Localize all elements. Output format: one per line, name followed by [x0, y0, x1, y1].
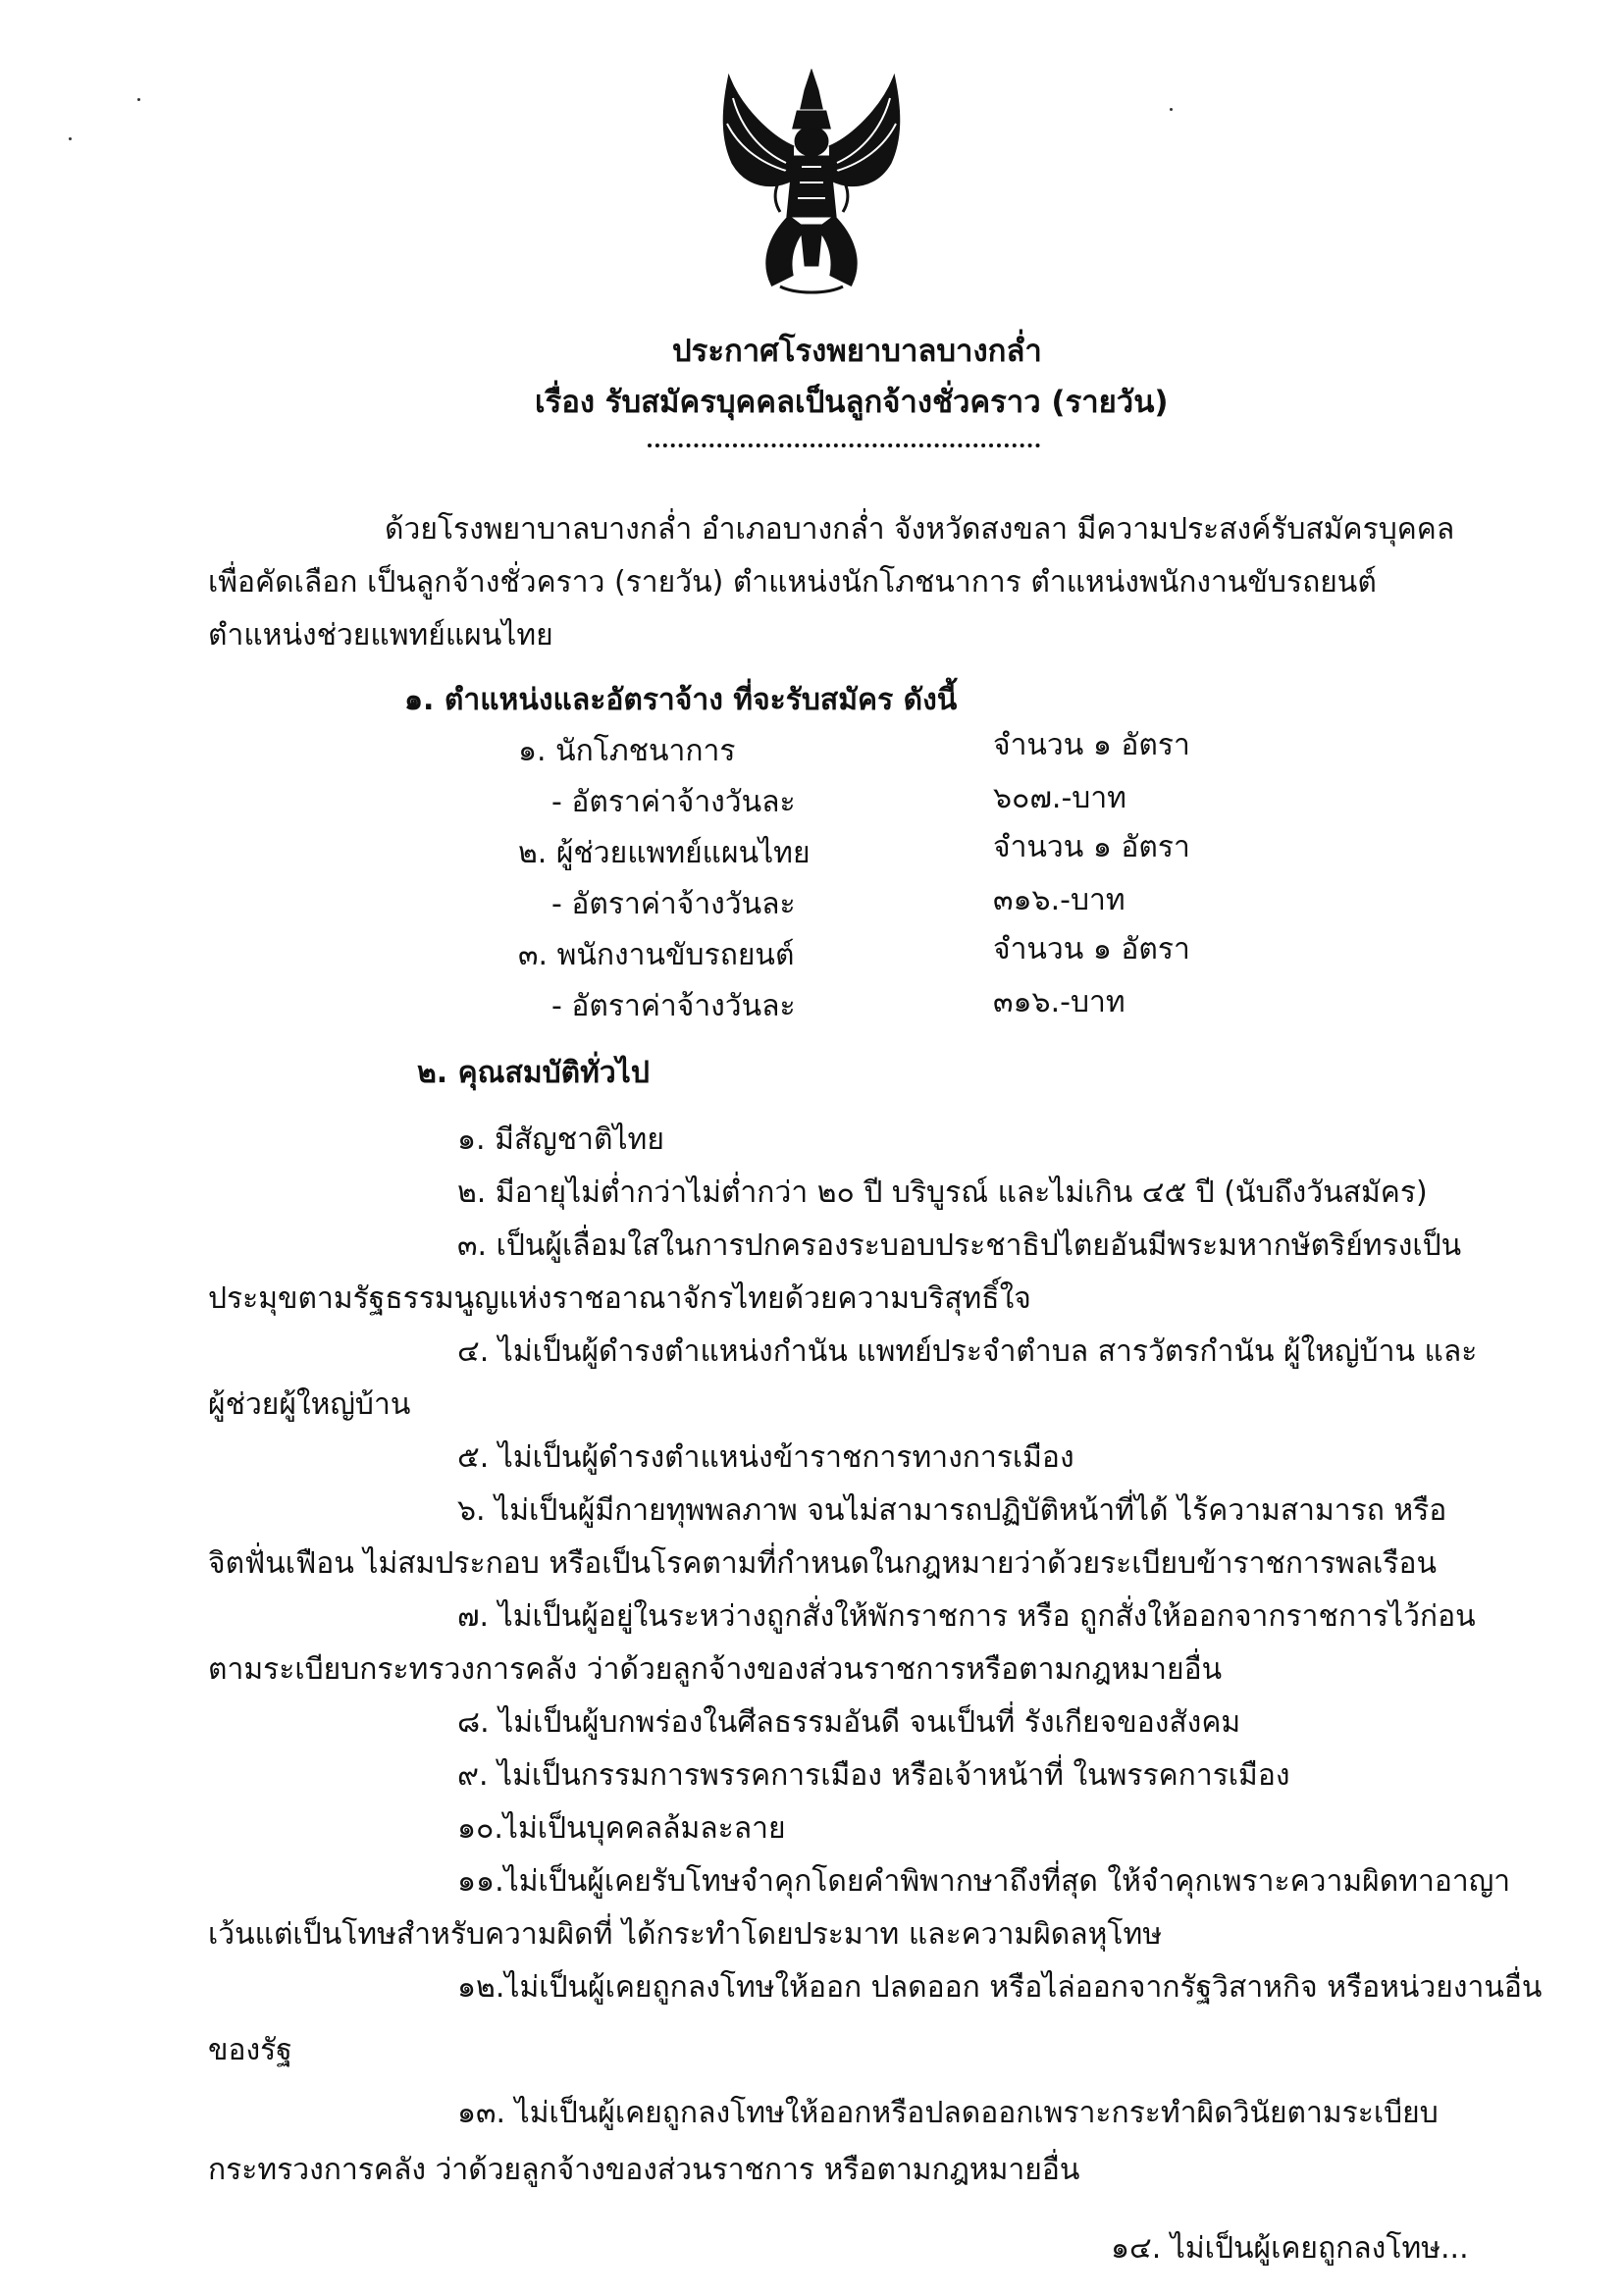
position-rate: ๓๑๖.-บาท [993, 985, 1126, 1019]
qualification-line: ๖. ไม่เป็นผู้มีกายทุพพลภาพ จนไม่สามารถปฏิบัติหน้าที่ได้ ไร้ความสามารถ หรือ [457, 1493, 1447, 1528]
intro-line: เพื่อคัดเลือก เป็นลูกจ้างชั่วคราว (รายวัน) ตำแหน่งนักโภชนาการ ตำแหน่งพนักงานขับรถยนต์ [208, 565, 1377, 600]
announcement-title: ประกาศโรงพยาบาลบางกล่ำ [672, 334, 1042, 369]
position-count: จำนวน ๑ อัตรา [993, 830, 1190, 864]
qualification-line: ๑๑.ไม่เป็นผู้เคยรับโทษจำคุกโดยคำพิพากษาถึงที่สุด ให้จำคุกเพราะความผิดทาอาญา [457, 1864, 1511, 1899]
announcement-subject: เรื่อง รับสมัครบุคคลเป็นลูกจ้างชั่วคราว (รายวัน) [535, 385, 1169, 420]
position-count: จำนวน ๑ อัตรา [993, 932, 1190, 966]
qualification-line: เว้นแต่เป็นโทษสำหรับความผิดที่ ได้กระทำโดยประมาท และความผิดลหุโทษ [208, 1917, 1163, 1952]
qualification-line: ๓. เป็นผู้เลื่อมใสในการปกครองระบอบประชาธิปไตยอันมีพระมหากษัตริย์ทรงเป็น [457, 1228, 1462, 1263]
garuda-emblem-icon [711, 69, 913, 296]
qualification-line: ๕. ไม่เป็นผู้ดำรงตำแหน่งข้าราชการทางการเมือง [457, 1440, 1074, 1475]
intro-line: ตำแหน่งช่วยแพทย์แผนไทย [208, 618, 553, 652]
page-continuation: ๑๔. ไม่เป็นผู้เคยถูกลงโทษ... [1111, 2231, 1469, 2266]
scan-speck [69, 137, 72, 140]
position-name: ๒. ผู้ช่วยแพทย์แผนไทย [518, 836, 811, 870]
position-rate: ๓๑๖.-บาท [993, 883, 1126, 917]
qualification-line: ๔. ไม่เป็นผู้ดำรงตำแหน่งกำนัน แพทย์ประจำตำบล สารวัตรกำนัน ผู้ใหญ่บ้าน และ [457, 1334, 1478, 1369]
intro-line: ด้วยโรงพยาบาลบางกล่ำ อำเภอบางกล่ำ จังหวัดสงขลา มีความประสงค์รับสมัครบุคคล [385, 512, 1455, 547]
qualification-line: ๑. มีสัญชาติไทย [457, 1122, 664, 1157]
position-rate: ๖๐๗.-บาท [993, 781, 1126, 815]
scan-speck [137, 98, 140, 101]
qualification-line: ๒. มีอายุไม่ต่ำกว่าไม่ต่ำกว่า ๒๐ ปี บริบูรณ์ และไม่เกิน ๔๕ ปี (นับถึงวันสมัคร) [457, 1175, 1428, 1210]
qualification-line: ๘. ไม่เป็นผู้บกพร่องในศีลธรรมอันดี จนเป็นที่ รังเกียจของสังคม [457, 1705, 1241, 1740]
section2-heading: ๒. คุณสมบัติทั่วไป [417, 1056, 650, 1090]
qualification-line: ผู้ช่วยผู้ใหญ่บ้าน [208, 1387, 411, 1422]
scan-speck [1170, 108, 1173, 111]
position-rate-label: - อัตราค่าจ้างวันละ [551, 887, 796, 921]
qualification-line: ๙. ไม่เป็นกรรมการพรรคการเมือง หรือเจ้าหน้าที่ ในพรรคการเมือง [457, 1758, 1290, 1793]
position-count: จำนวน ๑ อัตรา [993, 728, 1190, 762]
position-name: ๓. พนักงานขับรถยนต์ [518, 938, 795, 972]
position-rate-label: - อัตราค่าจ้างวันละ [551, 989, 796, 1023]
qualification-line: กระทรวงการคลัง ว่าด้วยลูกจ้างของส่วนราชการ หรือตามกฎหมายอื่น [208, 2153, 1080, 2187]
qualification-line: ตามระเบียบกระทรวงการคลัง ว่าด้วยลูกจ้างของส่วนราชการหรือตามกฎหมายอื่น [208, 1652, 1223, 1687]
qualification-line: ๑๐.ไม่เป็นบุคคลล้มละลาย [457, 1811, 786, 1846]
qualification-line: จิตฟั่นเฟือน ไม่สมประกอบ หรือเป็นโรคตามที่กำหนดในกฎหมายว่าด้วยระเบียบข้าราชการพลเรือน [208, 1546, 1438, 1581]
qualification-line: ประมุขตามรัฐธรรมนูญแห่งราชอาณาจักรไทยด้วยความบริสุทธิ์ใจ [208, 1281, 1031, 1316]
qualification-line: ๑๒.ไม่เป็นผู้เคยถูกลงโทษให้ออก ปลดออก หรือไล่ออกจากรัฐวิสาหกิจ หรือหน่วยงานอื่น [457, 1970, 1543, 2005]
title-divider [648, 444, 1040, 447]
section1-heading: ๑. ตำแหน่งและอัตราจ้าง ที่จะรับสมัคร ดังนี้ [404, 683, 958, 717]
qualification-line: ๑๓. ไม่เป็นผู้เคยถูกลงโทษให้ออกหรือปลดออกเพราะกระทำผิดวินัยตามระเบียบ [457, 2096, 1439, 2130]
position-name: ๑. นักโภชนาการ [518, 734, 736, 768]
position-rate-label: - อัตราค่าจ้างวันละ [551, 785, 796, 819]
qualification-line: ๗. ไม่เป็นผู้อยู่ในระหว่างถูกสั่งให้พักราชการ หรือ ถูกสั่งให้ออกจากราชการไว้ก่อน [457, 1599, 1476, 1634]
qualification-line: ของรัฐ [208, 2033, 292, 2067]
